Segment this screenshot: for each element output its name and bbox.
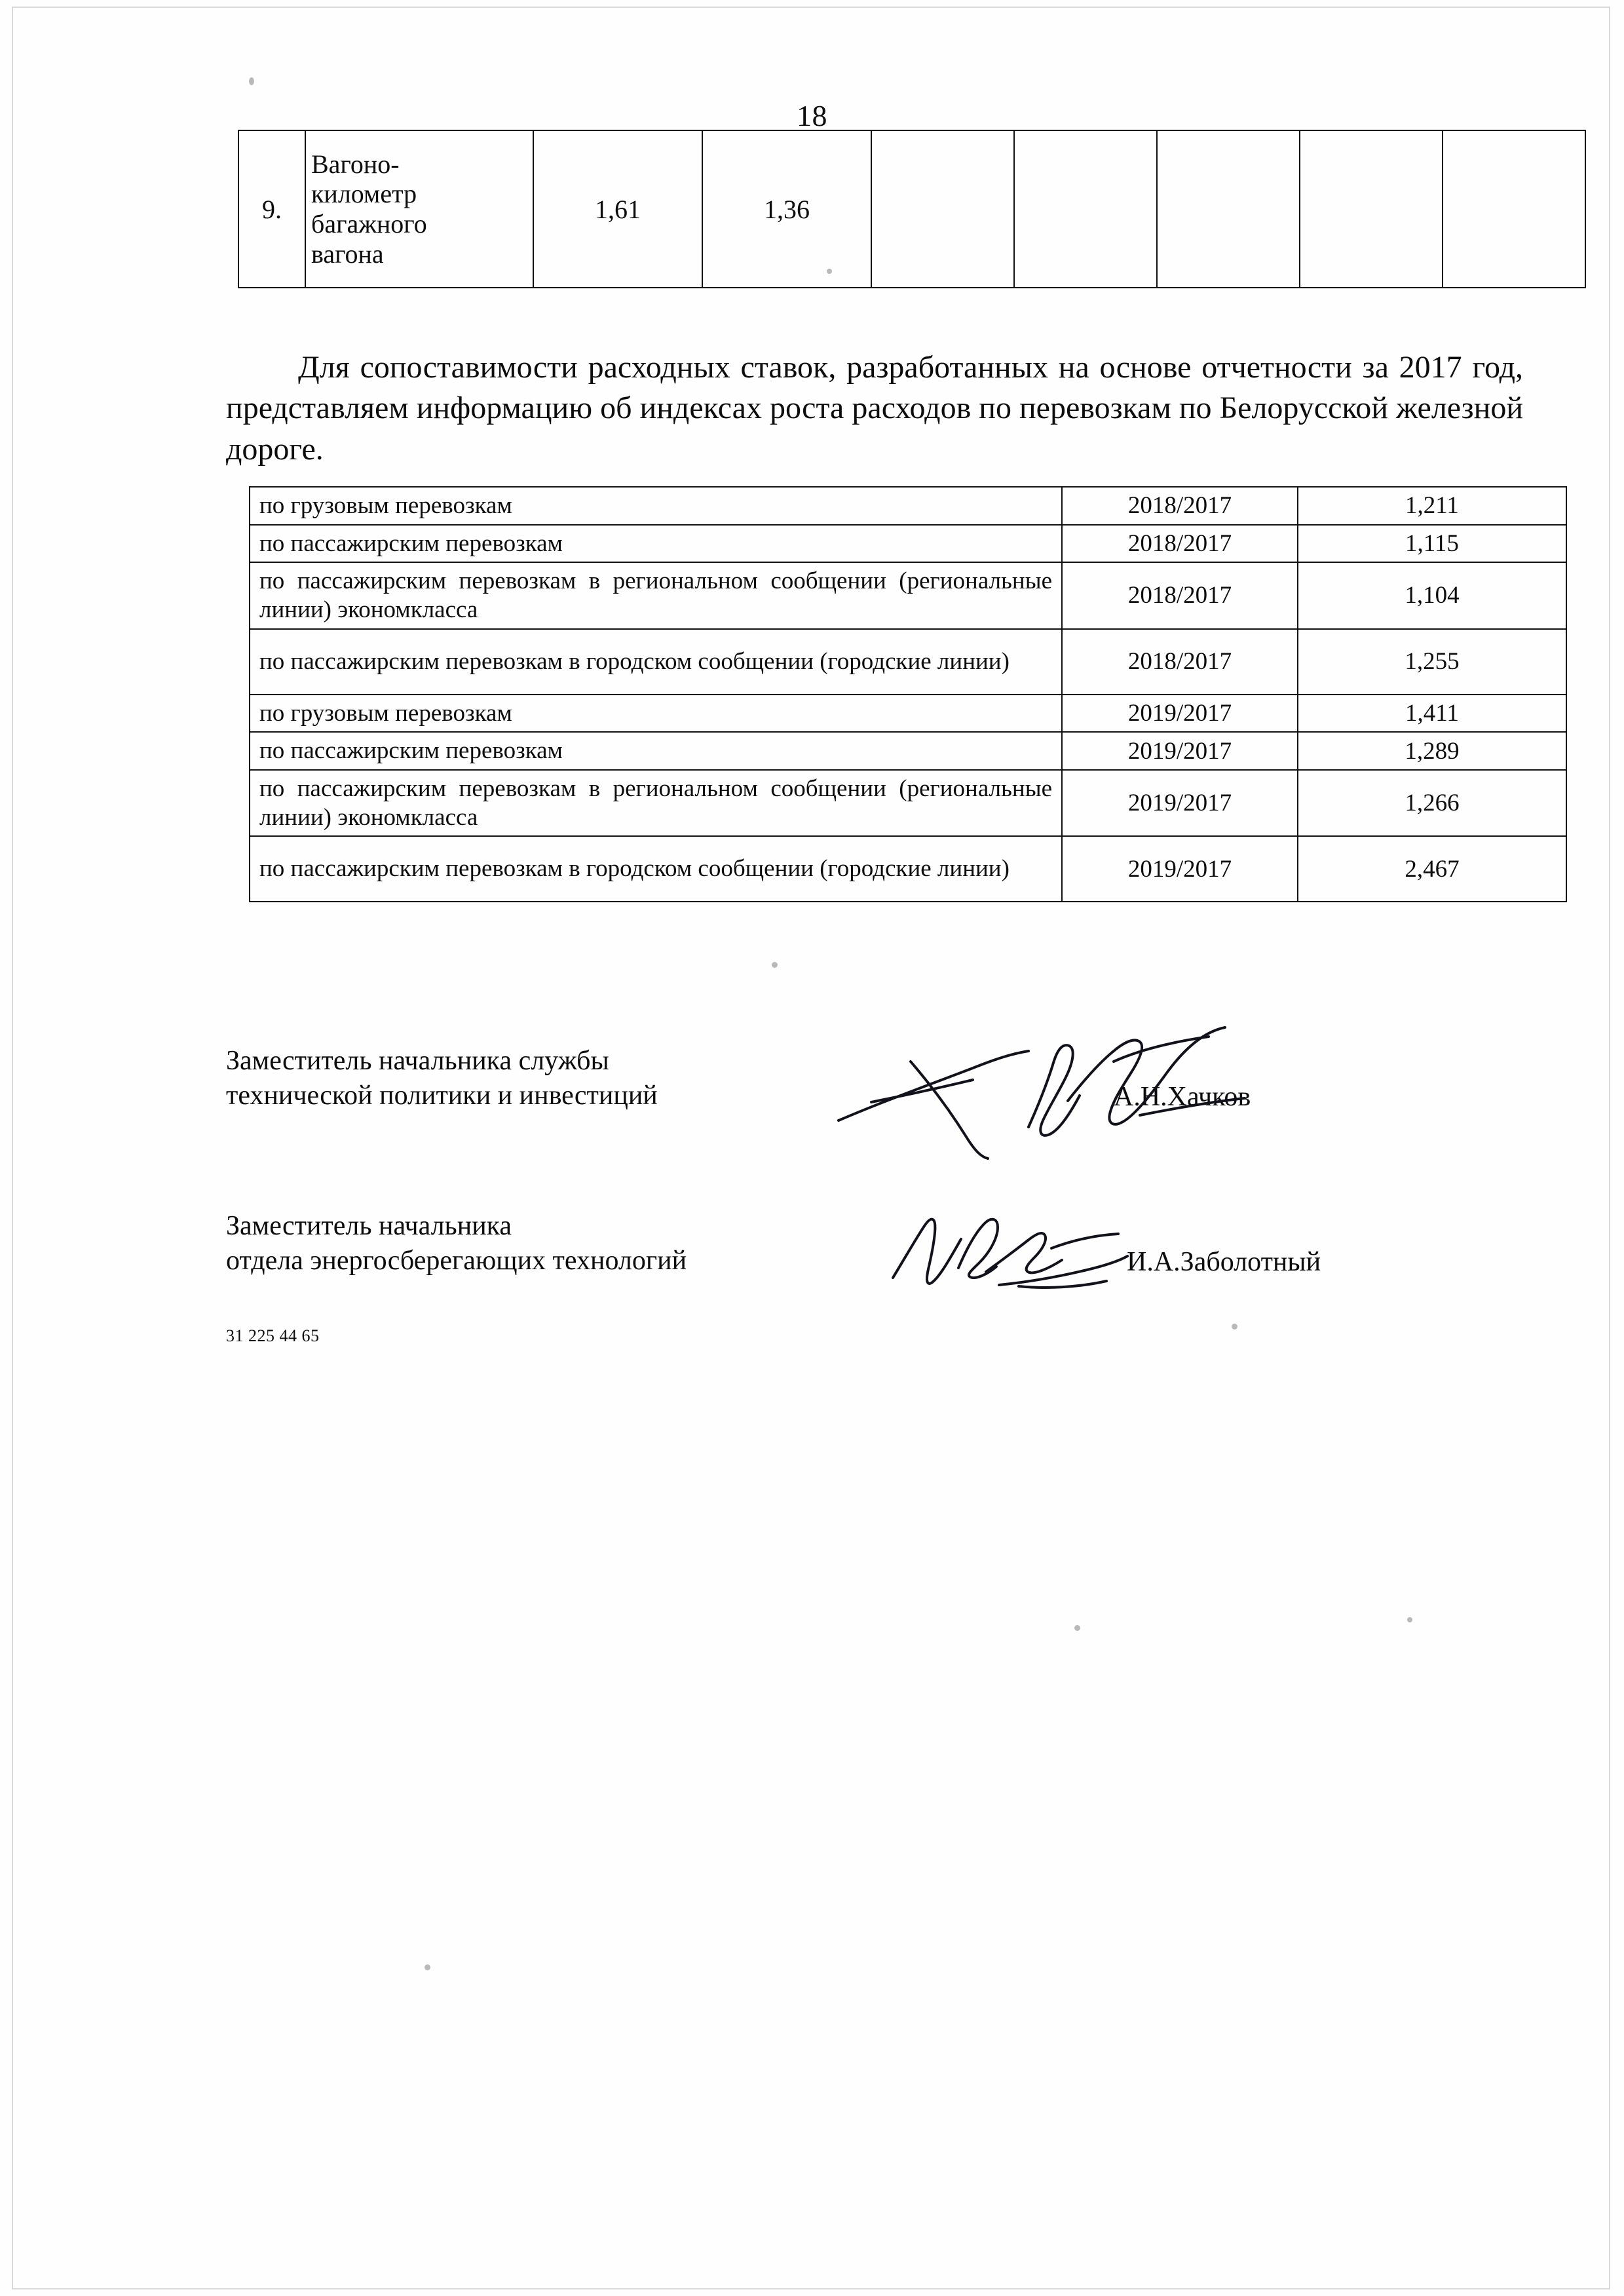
signatory-name-1: А.Н.Хачков [1114,1082,1251,1112]
index-label: по пассажирским перевозкам в городском сообщении (городские линии) [250,629,1062,695]
index-value: 1,211 [1298,487,1566,525]
index-value: 2,467 [1298,836,1566,902]
index-period: 2019/2017 [1062,770,1298,836]
table-row [250,562,1566,628]
row-name [305,130,533,288]
index-label: по пассажирским перевозкам [250,525,1062,563]
index-label: по пассажирским перевозкам [250,732,1062,770]
index-period: 2018/2017 [1062,525,1298,563]
table-row [250,487,1566,525]
row-empty-cell-3 [1157,130,1300,288]
index-value: 1,255 [1298,629,1566,695]
index-value: 1,115 [1298,525,1566,563]
index-label: по пассажирским перевозкам в региональном сообщении (региональные линии) экономкласса [250,562,1062,628]
index-label: по пассажирским перевозкам в региональном сообщении (региональные линии) экономкласса [250,770,1062,836]
row-empty-cell-4 [1300,130,1443,288]
signature-block-1 [226,1044,658,1113]
signatory-title-line-2: отдела энергосберегающих технологий [226,1245,687,1276]
index-period: 2019/2017 [1062,732,1298,770]
scan-speck [249,77,254,85]
scan-speck [1232,1324,1237,1330]
index-label: по грузовым перевозкам [250,487,1062,525]
table-row [250,525,1566,563]
row-empty-cell-1 [871,130,1014,288]
row-empty-cell-2 [1014,130,1157,288]
index-period: 2019/2017 [1062,836,1298,902]
contact-phone: 31 225 44 65 [226,1326,320,1345]
scan-speck [425,1964,430,1970]
index-period: 2019/2017 [1062,695,1298,733]
signatory-name-2: И.А.Заболотный [1127,1247,1321,1277]
row-empty-cell-5 [1443,130,1585,288]
table-row [250,836,1566,902]
expense-rate-table [238,130,1586,288]
scan-speck [827,269,832,274]
scan-speck [772,962,778,968]
growth-index-table [249,486,1567,902]
row-value-2: 1,36 [702,130,871,288]
index-value: 1,104 [1298,562,1566,628]
table-row [250,629,1566,695]
index-value: 1,289 [1298,732,1566,770]
table-row [250,732,1566,770]
index-period: 2018/2017 [1062,629,1298,695]
index-period: 2018/2017 [1062,562,1298,628]
row-value-1: 1,61 [533,130,702,288]
row-name-line-4: вагона [311,239,384,269]
table-row [238,130,1585,288]
intro-paragraph: Для сопоставимости расходных ставок, разработанных на основе отчетности за 2017 год, представляем информацию об индексах роста расходов по перевозкам по Белорусской железной дороге. [226,350,1523,467]
row-name-line-3: багажного [311,209,427,239]
index-label: по грузовым перевозкам [250,695,1062,733]
scan-speck [1407,1617,1412,1622]
signatory-title-line-1: Заместитель начальника службы [226,1046,609,1076]
table-row [250,770,1566,836]
row-number: 9. [238,130,305,288]
page-number: 18 [797,99,827,132]
index-period: 2018/2017 [1062,487,1298,525]
signatory-title-line-2: технической политики и инвестиций [226,1080,658,1111]
scan-speck [1074,1625,1080,1631]
index-label: по пассажирским перевозкам в городском сообщении (городские линии) [250,836,1062,902]
index-value: 1,411 [1298,695,1566,733]
signatory-title-line-1: Заместитель начальника [226,1211,512,1241]
row-name-line-2: километр [311,179,417,209]
signature-block-2 [226,1209,687,1278]
index-value: 1,266 [1298,770,1566,836]
table-row [250,695,1566,733]
row-name-line-1: Вагоно- [311,149,400,179]
